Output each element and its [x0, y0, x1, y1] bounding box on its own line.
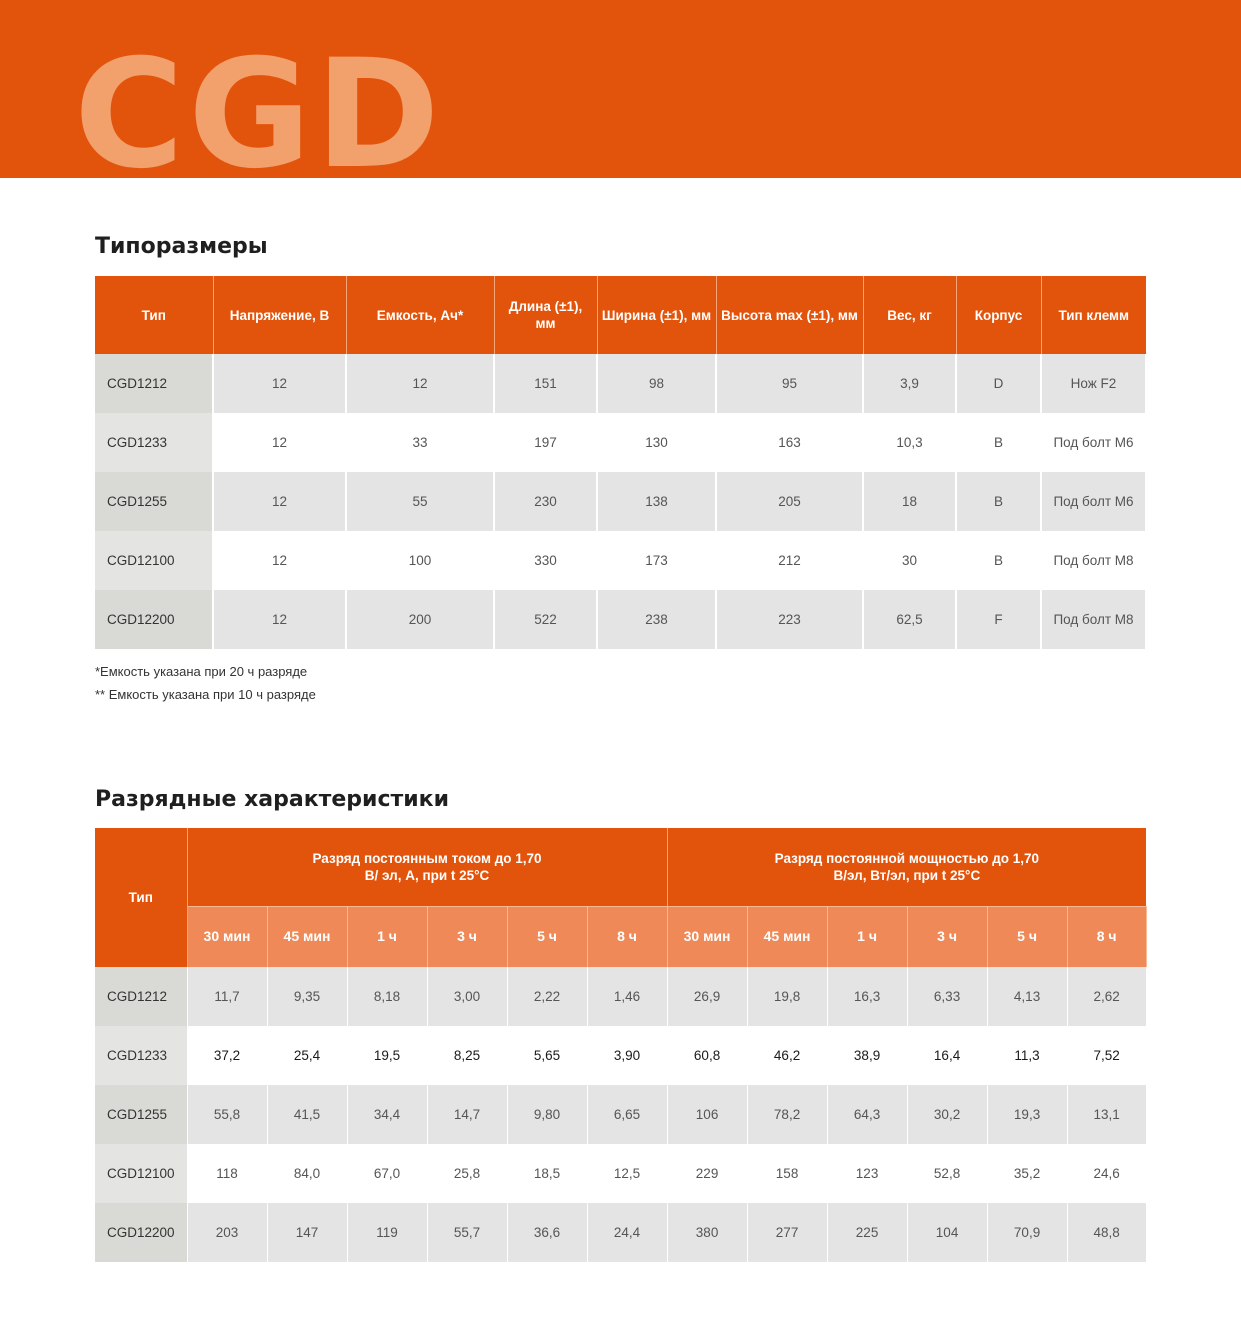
type-cell: CGD1233 — [95, 1026, 187, 1085]
table-cell: 12 — [213, 531, 346, 590]
table-cell: 24,6 — [1067, 1144, 1146, 1203]
header-case: Корпус — [956, 276, 1041, 354]
discharge-header-type: Тип — [95, 828, 187, 967]
table-cell: 18 — [863, 472, 956, 531]
table-cell: 13,1 — [1067, 1085, 1146, 1144]
header-terminal: Тип клемм — [1041, 276, 1146, 354]
header-constant-current: Разряд постоянным током до 1,70 В/ эл, А, при t 25°C — [187, 828, 667, 906]
table-cell: 173 — [597, 531, 716, 590]
table-cell: B — [956, 531, 1041, 590]
table-cell: 5,65 — [507, 1026, 587, 1085]
table-cell: 197 — [494, 413, 597, 472]
header-constant-power: Разряд постоянной мощностью до 1,70 В/эл, Вт/эл, при t 25°C — [667, 828, 1146, 906]
table-cell: 55,8 — [187, 1085, 267, 1144]
table-cell: 8,18 — [347, 967, 427, 1026]
time-header: 5 ч — [987, 906, 1067, 967]
table-cell: 158 — [747, 1144, 827, 1203]
table-cell: 37,2 — [187, 1026, 267, 1085]
header-voltage: Напряжение, В — [213, 276, 346, 354]
table-cell: 223 — [716, 590, 863, 649]
footnote: ** Емкость указана при 10 ч разряде — [95, 687, 316, 702]
table-cell: 33 — [346, 413, 494, 472]
table-cell: 10,3 — [863, 413, 956, 472]
table-cell: 9,35 — [267, 967, 347, 1026]
table-cell: 4,13 — [987, 967, 1067, 1026]
table-cell: 84,0 — [267, 1144, 347, 1203]
table-cell: 30,2 — [907, 1085, 987, 1144]
table-cell: 130 — [597, 413, 716, 472]
table-cell: 330 — [494, 531, 597, 590]
table-cell: Под болт М8 — [1041, 531, 1146, 590]
header-height: Высота max (±1), мм — [716, 276, 863, 354]
table-cell: B — [956, 472, 1041, 531]
type-cell: CGD12200 — [95, 590, 213, 649]
table-row — [95, 354, 1146, 413]
table-cell: 119 — [347, 1203, 427, 1262]
table-cell: 67,0 — [347, 1144, 427, 1203]
table-cell: 95 — [716, 354, 863, 413]
table-cell: 24,4 — [587, 1203, 667, 1262]
table-cell: B — [956, 413, 1041, 472]
discharge-group-header-row — [95, 828, 1146, 906]
table-cell: 12 — [213, 590, 346, 649]
table-cell: 123 — [827, 1144, 907, 1203]
table-row — [95, 531, 1146, 590]
table-row — [95, 1203, 1146, 1262]
table-cell: 3,00 — [427, 967, 507, 1026]
discharge-table — [95, 828, 1147, 1262]
table-cell: 38,9 — [827, 1026, 907, 1085]
table-cell: 100 — [346, 531, 494, 590]
table-cell: 138 — [597, 472, 716, 531]
table-cell: 9,80 — [507, 1085, 587, 1144]
sizes-table-body — [95, 354, 1146, 649]
header-type: Тип — [95, 276, 213, 354]
table-cell: 380 — [667, 1203, 747, 1262]
table-cell: 12 — [213, 413, 346, 472]
footnote: *Емкость указана при 20 ч разряде — [95, 664, 308, 679]
table-cell: 277 — [747, 1203, 827, 1262]
table-cell: 60,8 — [667, 1026, 747, 1085]
table-cell: 30 — [863, 531, 956, 590]
table-row — [95, 1026, 1146, 1085]
product-series-title: CGD — [74, 28, 444, 178]
table-cell: 3,90 — [587, 1026, 667, 1085]
table-cell: 2,22 — [507, 967, 587, 1026]
time-header: 5 ч — [507, 906, 587, 967]
table-cell: 230 — [494, 472, 597, 531]
table-row — [95, 967, 1146, 1026]
table-cell: 64,3 — [827, 1085, 907, 1144]
time-header: 45 мин — [267, 906, 347, 967]
type-cell: CGD1255 — [95, 472, 213, 531]
discharge-time-header-row — [95, 906, 1146, 967]
table-cell: 34,4 — [347, 1085, 427, 1144]
table-row — [95, 590, 1146, 649]
table-cell: 18,5 — [507, 1144, 587, 1203]
table-cell: 12 — [346, 354, 494, 413]
sizes-header-row — [95, 276, 1146, 354]
header-banner — [0, 0, 1241, 178]
table-cell: 25,8 — [427, 1144, 507, 1203]
time-header: 3 ч — [427, 906, 507, 967]
time-header: 30 мин — [667, 906, 747, 967]
type-cell: CGD1255 — [95, 1085, 187, 1144]
table-cell: 3,9 — [863, 354, 956, 413]
table-cell: Под болт М6 — [1041, 413, 1146, 472]
table-cell: 104 — [907, 1203, 987, 1262]
table-cell: D — [956, 354, 1041, 413]
table-cell: 6,33 — [907, 967, 987, 1026]
table-cell: 212 — [716, 531, 863, 590]
table-cell: 229 — [667, 1144, 747, 1203]
type-cell: CGD1212 — [95, 967, 187, 1026]
table-cell: 12 — [213, 472, 346, 531]
table-cell: 1,46 — [587, 967, 667, 1026]
table-cell: 19,3 — [987, 1085, 1067, 1144]
table-cell: 205 — [716, 472, 863, 531]
table-cell: 41,5 — [267, 1085, 347, 1144]
table-cell: F — [956, 590, 1041, 649]
table-row — [95, 1144, 1146, 1203]
time-header: 3 ч — [907, 906, 987, 967]
table-cell: 55 — [346, 472, 494, 531]
table-cell: 225 — [827, 1203, 907, 1262]
time-header: 8 ч — [1067, 906, 1146, 967]
type-cell: CGD12200 — [95, 1203, 187, 1262]
table-cell: 11,7 — [187, 967, 267, 1026]
sizes-section-title: Типоразмеры — [95, 234, 268, 259]
table-cell: 55,7 — [427, 1203, 507, 1262]
table-cell: 151 — [494, 354, 597, 413]
table-cell: 12,5 — [587, 1144, 667, 1203]
time-header: 8 ч — [587, 906, 667, 967]
table-cell: 106 — [667, 1085, 747, 1144]
time-header: 30 мин — [187, 906, 267, 967]
type-cell: CGD1233 — [95, 413, 213, 472]
table-cell: 6,65 — [587, 1085, 667, 1144]
table-cell: 98 — [597, 354, 716, 413]
table-row — [95, 472, 1146, 531]
table-cell: 78,2 — [747, 1085, 827, 1144]
table-cell: 8,25 — [427, 1026, 507, 1085]
table-cell: 238 — [597, 590, 716, 649]
table-cell: 35,2 — [987, 1144, 1067, 1203]
table-cell: Под болт М8 — [1041, 590, 1146, 649]
header-weight: Вес, кг — [863, 276, 956, 354]
table-cell: 46,2 — [747, 1026, 827, 1085]
type-cell: CGD12100 — [95, 1144, 187, 1203]
table-cell: 62,5 — [863, 590, 956, 649]
table-cell: 147 — [267, 1203, 347, 1262]
table-cell: Под болт М6 — [1041, 472, 1146, 531]
table-cell: 52,8 — [907, 1144, 987, 1203]
type-cell: CGD1212 — [95, 354, 213, 413]
table-row — [95, 1085, 1146, 1144]
table-cell: 48,8 — [1067, 1203, 1146, 1262]
discharge-section-title: Разрядные характеристики — [95, 787, 450, 812]
header-capacity: Емкость, Ач* — [346, 276, 494, 354]
time-header: 45 мин — [747, 906, 827, 967]
table-cell: 26,9 — [667, 967, 747, 1026]
footnotes — [95, 660, 316, 706]
table-cell: 19,5 — [347, 1026, 427, 1085]
table-cell: 118 — [187, 1144, 267, 1203]
table-cell: Нож F2 — [1041, 354, 1146, 413]
header-width: Ширина (±1), мм — [597, 276, 716, 354]
sizes-table — [95, 276, 1147, 649]
table-cell: 25,4 — [267, 1026, 347, 1085]
table-cell: 36,6 — [507, 1203, 587, 1262]
table-cell: 12 — [213, 354, 346, 413]
discharge-table-body — [95, 967, 1146, 1262]
table-cell: 7,52 — [1067, 1026, 1146, 1085]
table-cell: 19,8 — [747, 967, 827, 1026]
table-cell: 16,4 — [907, 1026, 987, 1085]
table-cell: 163 — [716, 413, 863, 472]
table-cell: 200 — [346, 590, 494, 649]
header-length: Длина (±1), мм — [494, 276, 597, 354]
type-cell: CGD12100 — [95, 531, 213, 590]
time-header: 1 ч — [347, 906, 427, 967]
table-cell: 522 — [494, 590, 597, 649]
table-cell: 11,3 — [987, 1026, 1067, 1085]
table-row — [95, 413, 1146, 472]
table-cell: 14,7 — [427, 1085, 507, 1144]
table-cell: 203 — [187, 1203, 267, 1262]
table-cell: 2,62 — [1067, 967, 1146, 1026]
table-cell: 70,9 — [987, 1203, 1067, 1262]
time-header: 1 ч — [827, 906, 907, 967]
table-cell: 16,3 — [827, 967, 907, 1026]
